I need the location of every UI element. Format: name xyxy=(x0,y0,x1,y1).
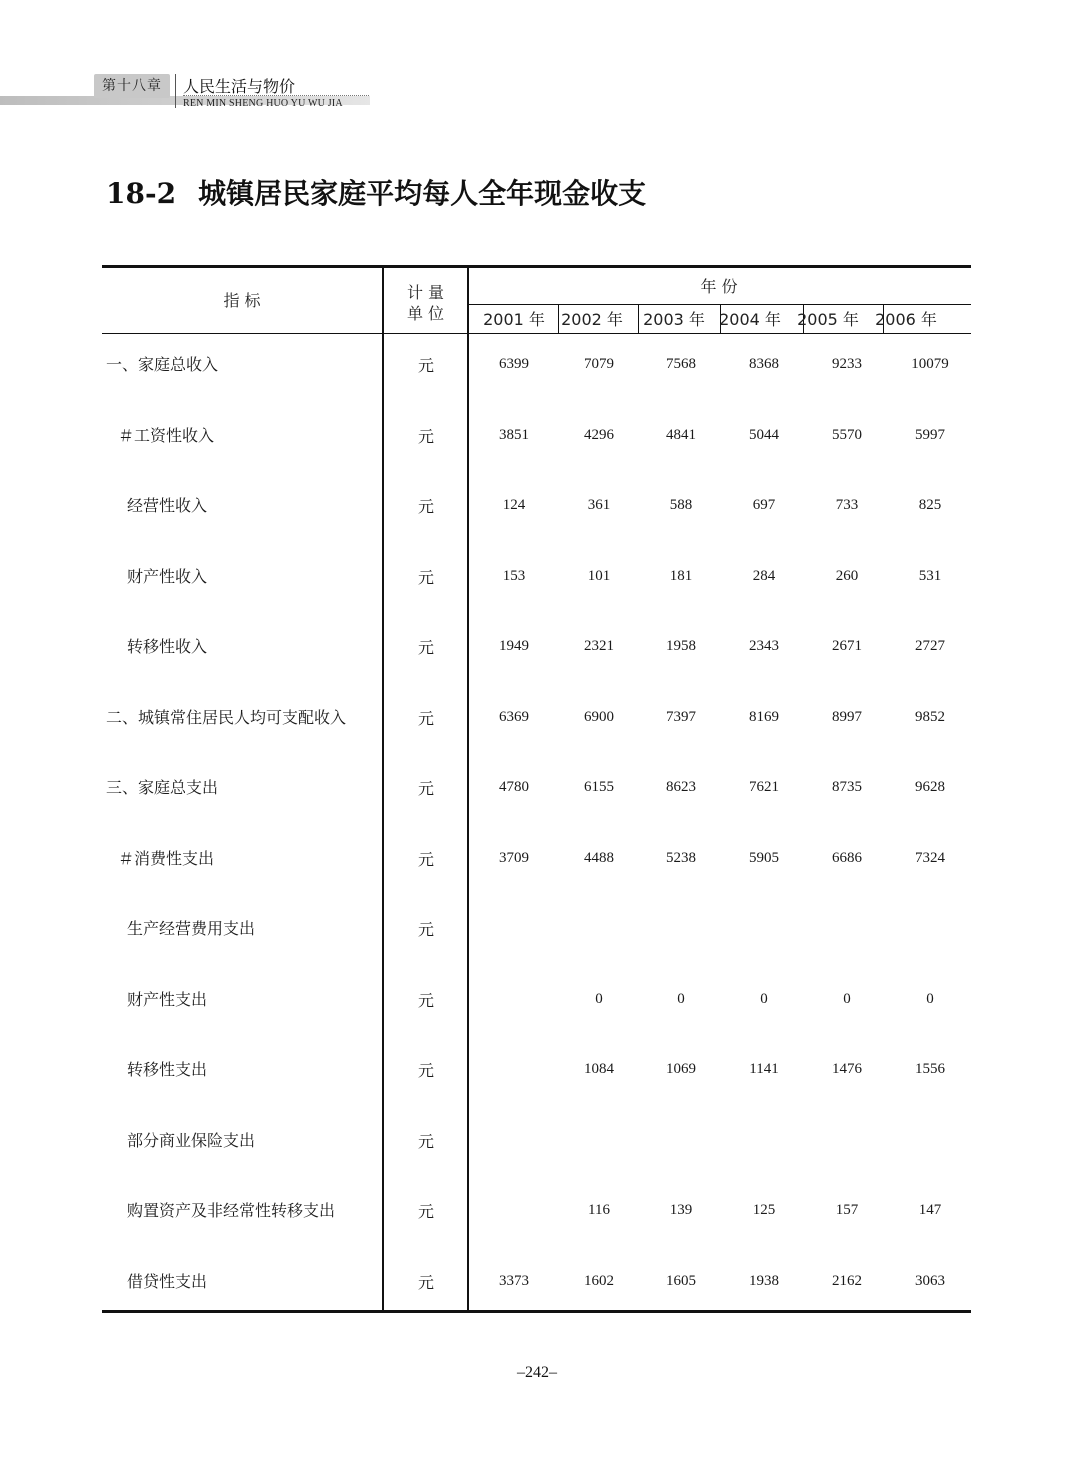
row-unit: 元 xyxy=(417,1273,434,1292)
table-number: 18-2 xyxy=(106,177,177,210)
row-label: 二、城镇常住居民人均可支配收入 xyxy=(106,708,347,727)
value-cell: 260 xyxy=(835,568,859,584)
value-cell: 7568 xyxy=(666,356,696,372)
value-cell: 2343 xyxy=(749,638,779,654)
row-label: 财产性支出 xyxy=(127,990,208,1009)
row-unit: 元 xyxy=(417,1061,434,1080)
value-cell: 0 xyxy=(843,991,851,1007)
unit-header-line1: 计 量 xyxy=(406,283,445,302)
chapter-title: 人民生活与物价 xyxy=(183,77,296,96)
year-header: 2001 年 xyxy=(483,310,545,329)
value-cell: 6155 xyxy=(584,779,614,795)
unit-header-line2: 单 位 xyxy=(406,304,445,323)
value-cell: 6369 xyxy=(499,709,529,725)
value-cell: 147 xyxy=(918,1202,942,1218)
value-cell: 7324 xyxy=(915,850,945,866)
row-unit: 元 xyxy=(417,779,434,798)
value-cell: 10079 xyxy=(911,356,949,372)
table-title: 城镇居民家庭平均每人全年现金收支 xyxy=(198,177,647,210)
year-header: 2004 年 xyxy=(719,310,781,329)
unit-column-divider xyxy=(467,265,469,1310)
value-cell: 531 xyxy=(918,568,942,584)
value-cell: 124 xyxy=(502,497,526,513)
value-cell: 3373 xyxy=(499,1273,529,1289)
value-cell: 0 xyxy=(677,991,685,1007)
value-cell: 9628 xyxy=(915,779,945,795)
header-separator xyxy=(175,74,176,108)
table-bottom-rule xyxy=(102,1310,971,1313)
value-cell: 5997 xyxy=(915,427,945,443)
row-label: 部分商业保险支出 xyxy=(127,1131,256,1150)
value-cell: 825 xyxy=(918,497,942,513)
value-cell: 0 xyxy=(595,991,603,1007)
value-cell: 5905 xyxy=(749,850,779,866)
row-unit: 元 xyxy=(417,991,434,1010)
row-label: 生产经营费用支出 xyxy=(127,919,256,938)
value-cell: 284 xyxy=(752,568,776,584)
row-unit: 元 xyxy=(417,568,434,587)
value-cell: 7079 xyxy=(584,356,614,372)
value-cell: 157 xyxy=(835,1202,859,1218)
value-cell: 588 xyxy=(669,497,693,513)
header-dotted-rule xyxy=(183,95,369,96)
year-header: 2003 年 xyxy=(643,310,705,329)
value-cell: 4841 xyxy=(666,427,696,443)
row-unit: 元 xyxy=(417,1132,434,1151)
value-cell: 361 xyxy=(587,497,611,513)
page-number: –242– xyxy=(517,1364,557,1381)
value-cell: 101 xyxy=(587,568,611,584)
value-cell: 153 xyxy=(502,568,526,584)
value-cell: 8623 xyxy=(666,779,696,795)
row-label: 一、家庭总收入 xyxy=(106,355,219,374)
value-cell: 0 xyxy=(926,991,934,1007)
value-cell: 1949 xyxy=(499,638,529,654)
value-cell: 6900 xyxy=(584,709,614,725)
years-header: 年 份 xyxy=(700,277,738,296)
value-cell: 2162 xyxy=(832,1273,862,1289)
row-unit: 元 xyxy=(417,638,434,657)
value-cell: 1605 xyxy=(666,1273,696,1289)
value-cell: 5238 xyxy=(666,850,696,866)
value-cell: 125 xyxy=(752,1202,776,1218)
value-cell: 4780 xyxy=(499,779,529,795)
row-label: 经营性收入 xyxy=(127,496,208,515)
row-label: 购置资产及非经常性转移支出 xyxy=(127,1201,336,1220)
value-cell: 6399 xyxy=(499,356,529,372)
value-cell: 1069 xyxy=(666,1061,696,1077)
value-cell: 1958 xyxy=(666,638,696,654)
value-cell: 1938 xyxy=(749,1273,779,1289)
value-cell: 5044 xyxy=(749,427,779,443)
value-cell: 2321 xyxy=(584,638,614,654)
value-cell: 7397 xyxy=(666,709,696,725)
value-cell: 116 xyxy=(588,1202,610,1218)
row-unit: 元 xyxy=(417,356,434,375)
value-cell: 9233 xyxy=(832,356,862,372)
value-cell: 8997 xyxy=(832,709,862,725)
row-unit: 元 xyxy=(417,709,434,728)
row-label: ＃工资性收入 xyxy=(118,426,215,445)
row-label: 借贷性支出 xyxy=(127,1272,208,1291)
value-cell: 8735 xyxy=(832,779,862,795)
value-cell: 1141 xyxy=(749,1061,779,1077)
row-label: 转移性收入 xyxy=(127,637,208,656)
row-unit: 元 xyxy=(417,920,434,939)
value-cell: 697 xyxy=(752,497,776,513)
value-cell: 8169 xyxy=(749,709,779,725)
row-label: 转移性支出 xyxy=(127,1060,208,1079)
table-top-rule xyxy=(102,265,971,268)
value-cell: 4488 xyxy=(584,850,614,866)
value-cell: 2671 xyxy=(832,638,862,654)
indicator-column-divider xyxy=(382,265,384,1310)
value-cell: 181 xyxy=(669,568,693,584)
value-cell: 5570 xyxy=(832,427,862,443)
row-unit: 元 xyxy=(417,1202,434,1221)
year-header: 2006 年 xyxy=(875,310,937,329)
value-cell: 139 xyxy=(669,1202,693,1218)
year-header: 2002 年 xyxy=(561,310,623,329)
row-label: ＃消费性支出 xyxy=(118,849,215,868)
row-label: 三、家庭总支出 xyxy=(106,778,219,797)
value-cell: 1556 xyxy=(915,1061,945,1077)
value-cell: 0 xyxy=(760,991,768,1007)
chapter-label: 第十八章 xyxy=(94,74,170,98)
row-unit: 元 xyxy=(417,497,434,516)
row-label: 财产性收入 xyxy=(127,567,208,586)
value-cell: 4296 xyxy=(584,427,614,443)
value-cell: 733 xyxy=(835,497,859,513)
value-cell: 3851 xyxy=(499,427,529,443)
value-cell: 3063 xyxy=(915,1273,945,1289)
page-title xyxy=(106,172,646,212)
value-cell: 2727 xyxy=(915,638,945,654)
value-cell: 1084 xyxy=(584,1061,614,1077)
year-header: 2005 年 xyxy=(797,310,859,329)
value-cell: 9852 xyxy=(915,709,945,725)
value-cell: 6686 xyxy=(832,850,862,866)
value-cell: 7621 xyxy=(749,779,779,795)
row-unit: 元 xyxy=(417,850,434,869)
row-unit: 元 xyxy=(417,427,434,446)
chapter-subtitle: REN MIN SHENG HUO YU WU JIA xyxy=(183,98,343,109)
indicator-header: 指 标 xyxy=(223,291,261,310)
value-cell: 1476 xyxy=(832,1061,862,1077)
value-cell: 8368 xyxy=(749,356,779,372)
value-cell: 3709 xyxy=(499,850,529,866)
value-cell: 1602 xyxy=(584,1273,614,1289)
header-bottom-rule xyxy=(102,333,971,334)
